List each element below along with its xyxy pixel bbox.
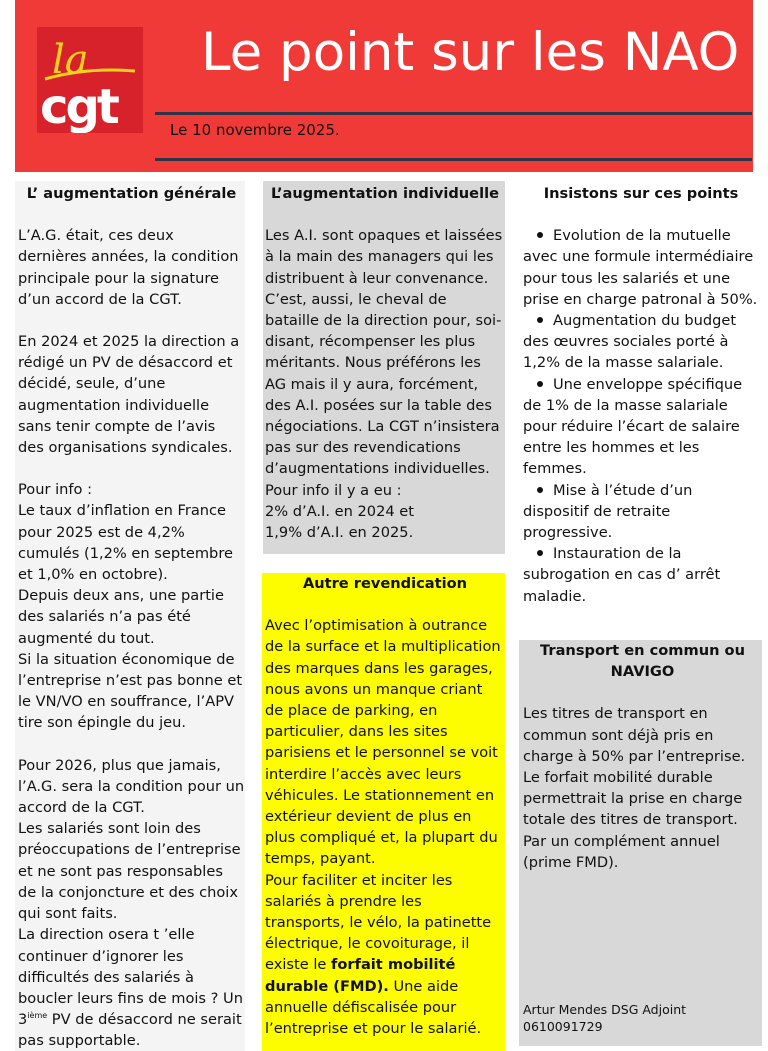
page-title: Le point sur les NAO xyxy=(201,22,740,83)
general-increase-column xyxy=(15,181,245,1051)
key-point-item: Evolution de la mutuelle avec une formule intermédiaire pour tous les salariés et une prise en charge patronal à 50%. xyxy=(523,227,758,308)
svg-text:la: la xyxy=(52,37,89,83)
other-claim-box xyxy=(262,573,505,1051)
transport-text: Les titres de transport en commun sont déjà pris en charge à 50% par l’entreprise. Le forfait mobilité durable permettrait la prise en charge totale des titres de transport. Par un complément annuel (prime FMD). xyxy=(523,705,746,871)
issue-date: Le 10 novembre 2025. xyxy=(170,121,340,139)
key-point-item: Mise à l’étude d’un dispositif de retraite progressive. xyxy=(523,481,693,542)
no-raise-text: Depuis deux ans, une partie des salariés n’a pas été augmenté du tout. xyxy=(18,587,224,647)
title-rule-bottom xyxy=(155,158,752,161)
key-points-heading: Insistons sur ces points xyxy=(543,185,739,202)
individual-2024: 2% d’A.I. en 2024 et xyxy=(265,502,414,520)
key-point-item: Instauration de la subrogation en cas d’ arrêt maladie. xyxy=(523,545,721,605)
key-point-item: Augmentation du budget des œuvres sociales porté à 1,2% de la masse salariale. xyxy=(523,312,737,372)
general-increase-p2: En 2024 et 2025 la direction a rédigé un PV de désaccord et décidé, seule, d’une augmentation individuelle sans tenir compte de l’avis des organisations syndicales. xyxy=(18,333,240,457)
inflation-text: Le taux d’inflation en France pour 2025 est de 4,2% cumulés (1,2% en septembre et 1,0% en octobre). xyxy=(18,502,233,584)
parking-text: Avec l’optimisation à outrance de la surface et la multiplication des marques dans les garages, nous avons un manque criant de place de parking, en particulier, dans les sites parisiens et le personnel se voit interdire l’accès avec leurs véhicules. Le stationnement en extérieur devient de plus en plus compliqué et, la plupart du temps, payant. xyxy=(265,617,501,868)
key-points-column xyxy=(523,181,759,607)
transport-box xyxy=(519,640,762,1046)
individual-increase-heading: L’augmentation individuelle xyxy=(271,185,499,202)
title-rule-top xyxy=(155,112,752,115)
signature-name: Artur Mendes DSG Adjoint xyxy=(523,1002,687,1017)
individual-info-label: Pour info il y a eu : xyxy=(265,481,402,499)
key-point-item: Une enveloppe spécifique de 1% de la masse salariale pour réduire l’écart de salaire entre les hommes et les femmes. xyxy=(523,375,743,478)
employees-text: Les salariés sont loin des préoccupations de l’entreprise et ne sont pas responsables de la conjoncture et des choix qui sont faits. xyxy=(18,820,241,923)
direction-question-text: La direction osera t ’elle continuer d’ignorer les difficultés des salariés à boucler leurs fins de mois ? Un 3ième PV de désaccord ne serait pas supportable. xyxy=(18,926,243,1050)
ag-2026-text: Pour 2026, plus que jamais, l’A.G. sera la condition pour un accord de la CGT. xyxy=(18,756,245,817)
signature-phone: 0610091729 xyxy=(523,1019,603,1034)
general-increase-heading: L’ augmentation générale xyxy=(26,185,237,202)
individual-2025: 1,9% d’A.I. en 2025. xyxy=(265,524,414,542)
individual-increase-box xyxy=(263,181,505,554)
transport-heading: Transport en commun ou NAVIGO xyxy=(540,642,745,681)
svg-text:cgt: cgt xyxy=(40,79,117,133)
economic-situation-text: Si la situation économique de l’entreprise n’est pas bonne et le VN/VO en souffrance, l’APV tire son épingle du jeu. xyxy=(18,650,243,732)
individual-increase-text: Les A.I. sont opaques et laissées à la main des managers qui les distribuent à leur convenance. C’est, aussi, le cheval de bataille de la direction pour, soi-disant, récompenser les plus méritants. Nous préférons les AG mais il y aura, forcément, des A.I. posées sur la table des négociations. La CGT n’insistera pas sur des revendications d’augmentations individuelles. xyxy=(265,227,503,478)
info-label: Pour info : xyxy=(18,481,93,499)
other-claim-heading: Autre revendication xyxy=(302,575,468,592)
fmd-text: Pour faciliter et inciter les salariés à prendre les transports, le vélo, la patinette électrique, le covoiturage, il existe le forfait mobilité durable (FMD). Une aide annuelle défiscalisée pour l’entreprise et pour le salarié. xyxy=(265,871,492,1038)
general-increase-p1: L’A.G. était, ces deux dernières années, la condition principale pour la signature d’un accord de la CGT. xyxy=(18,227,239,308)
cgt-logo xyxy=(37,27,143,133)
header-banner xyxy=(15,0,753,172)
signature xyxy=(523,1001,686,1035)
